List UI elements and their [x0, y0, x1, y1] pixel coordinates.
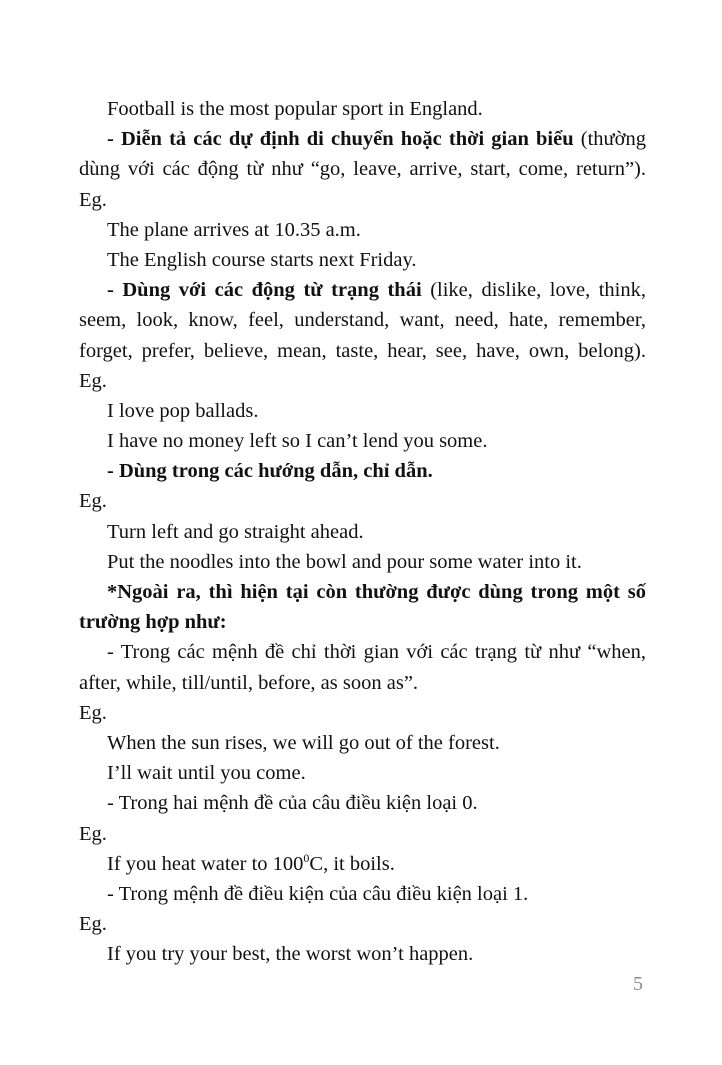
eg-label: Eg. [79, 188, 107, 211]
rule-line-continued: forget, prefer, believe, mean, taste, hear, see, have, own, belong). [79, 339, 646, 362]
case-line: - Trong mệnh đề điều kiện của câu điều kiện loại 1. [107, 882, 529, 905]
rule-heading: - Dùng với các động từ trạng thái [107, 279, 422, 302]
example-sentence: I love pop ballads. [107, 399, 259, 422]
case-line-continued: after, while, till/until, before, as soon as”. [79, 671, 419, 694]
example-sentence: Football is the most popular sport in England. [107, 98, 483, 120]
example-sentence: When the sun rises, we will go out of the forest. [107, 731, 500, 754]
rule-line-continued: seem, look, know, feel, understand, want, need, hate, remember, [79, 309, 646, 332]
degree-superscript: 0 [303, 850, 310, 865]
example-text: If you heat water to 100 [107, 852, 304, 875]
example-sentence: The plane arrives at 10.35 a.m. [107, 218, 361, 241]
example-sentence: Turn left and go straight ahead. [107, 520, 364, 543]
section-note-heading: *Ngoài ra, thì hiện tại còn thường được dùng trong một số [107, 581, 646, 603]
case-line: - Trong hai mệnh đề của câu điều kiện loại 0. [107, 792, 478, 815]
eg-label: Eg. [79, 369, 107, 392]
example-sentence: The English course starts next Friday. [107, 248, 417, 271]
rule-line-continued: dùng với các động từ như “go, leave, arrive, start, come, return”). [79, 158, 646, 181]
section-note-heading-continued: trường hợp như: [79, 611, 227, 634]
rule-text: (thường [573, 128, 646, 151]
case-line: - Trong các mệnh đề chỉ thời gian với các trạng từ như “when, [107, 641, 646, 664]
rule-line [79, 124, 646, 154]
page-body [79, 94, 646, 969]
example-sentence [79, 849, 646, 879]
rule-text: (like, dislike, love, think, [421, 279, 647, 302]
example-sentence: If you try your best, the worst won’t happen. [107, 943, 474, 966]
rule-heading: - Dùng trong các hướng dẫn, chỉ dẫn. [107, 460, 433, 483]
eg-label: Eg. [79, 490, 107, 513]
example-sentence: I have no money left so I can’t lend you some. [107, 430, 488, 453]
eg-label: Eg. [79, 913, 107, 936]
page-number: 5 [633, 973, 643, 995]
eg-label: Eg. [79, 822, 107, 845]
example-text: C, it boils. [309, 852, 395, 875]
eg-label: Eg. [79, 701, 107, 724]
example-sentence: Put the noodles into the bowl and pour some water into it. [107, 550, 582, 573]
rule-line [79, 275, 646, 305]
example-sentence: I’ll wait until you come. [107, 762, 306, 785]
rule-heading: - Diễn tả các dự định di chuyển hoặc thời gian biểu [107, 128, 574, 151]
